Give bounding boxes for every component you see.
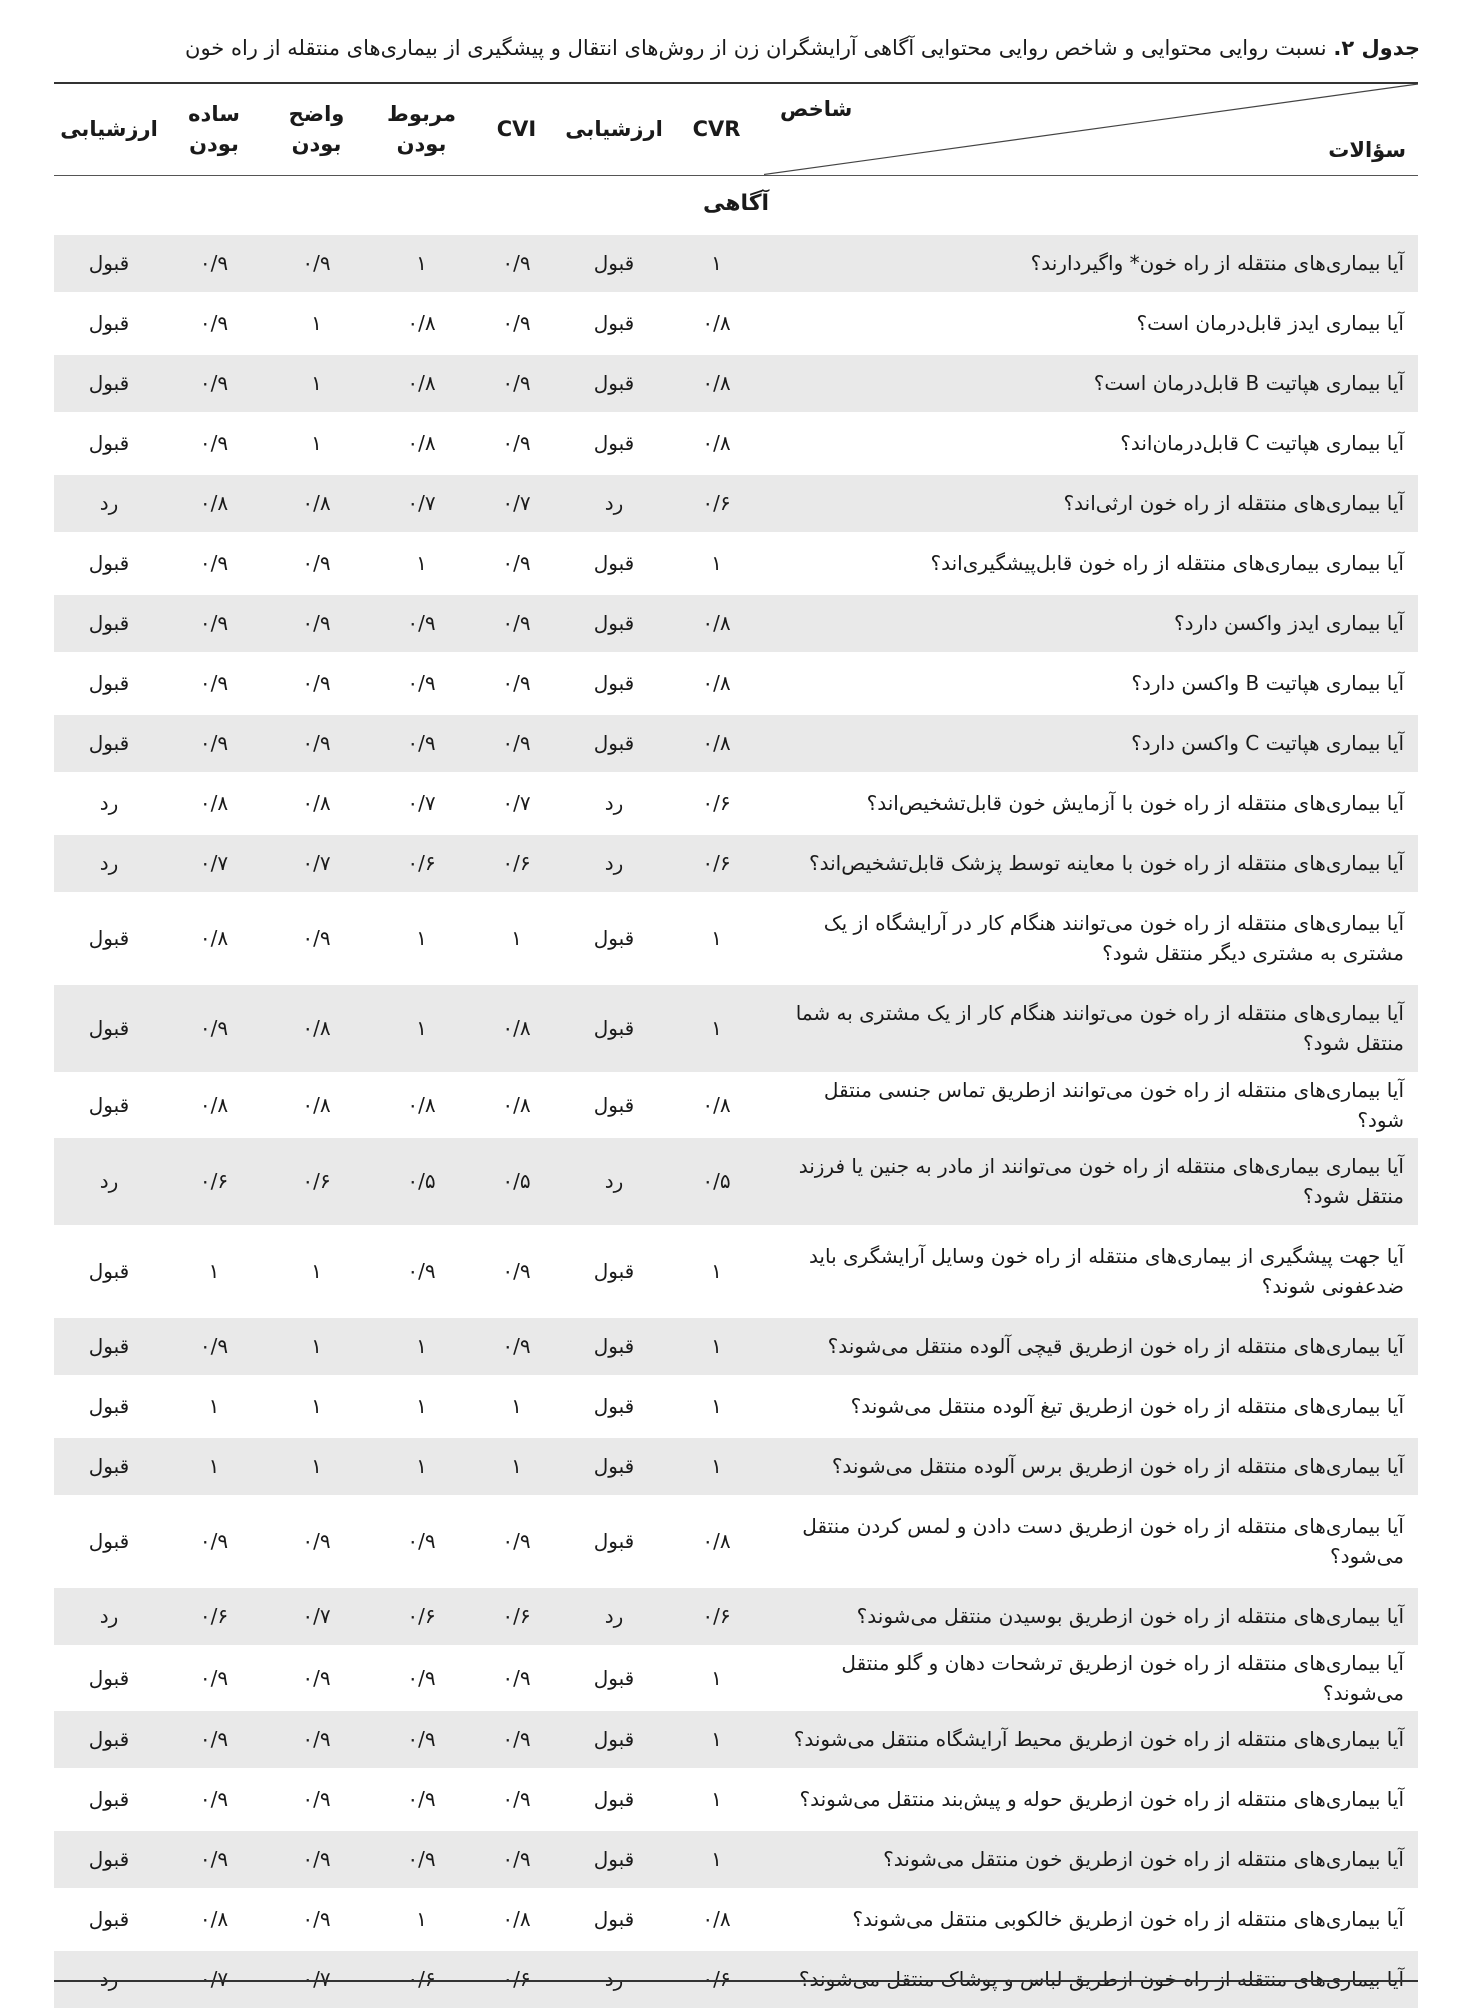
cell-question: آیا بیماری هپاتیت C قابل‌درمان‌اند؟ [764,413,1418,473]
section-title: آگاهی [54,175,1418,233]
cell-relevant: ۰/۷ [369,773,474,833]
cell-evaluation-1: قبول [559,1646,669,1709]
cell-relevant: ۰/۸ [369,1073,474,1136]
header-evaluation-1: ارزشیابی [559,83,669,175]
cell-simple: ۰/۹ [164,1316,264,1376]
table-row [54,293,1418,353]
cell-cvi: ۰/۷ [474,473,559,533]
header-row [54,83,1418,175]
cell-clear: ۰/۷ [264,833,369,893]
cell-cvi: ۰/۸ [474,1889,559,1949]
cell-relevant: ۰/۹ [369,1646,474,1709]
cell-evaluation-2: رد [54,1586,164,1646]
cell-clear: ۰/۹ [264,1769,369,1829]
cell-evaluation-2: قبول [54,1376,164,1436]
cell-evaluation-2: رد [54,833,164,893]
cell-question: آیا بیماری‌های منتقله از راه خون ازطریق خالکوبی منتقل می‌شوند؟ [764,1889,1418,1949]
table-body [54,175,1418,2009]
cell-question: آیا بیماری‌های منتقله از راه خون ازطریق محیط آرایشگاه منتقل می‌شوند؟ [764,1709,1418,1769]
cell-simple: ۰/۹ [164,1769,264,1829]
cell-cvr: ۱ [669,1769,764,1829]
cell-evaluation-2: رد [54,473,164,533]
cell-question: آیا بیماری‌های منتقله از راه خون ازطریق دست دادن و لمس کردن منتقل می‌شود؟ [764,1496,1418,1586]
cell-cvi: ۰/۸ [474,1073,559,1136]
cell-simple: ۱ [164,1376,264,1436]
cell-evaluation-1: رد [559,1949,669,2009]
cell-cvr: ۱ [669,1829,764,1889]
cell-relevant: ۰/۶ [369,1949,474,2009]
cell-cvr: ۰/۸ [669,713,764,773]
cell-evaluation-2: قبول [54,1316,164,1376]
cell-evaluation-1: رد [559,1586,669,1646]
cell-relevant: ۱ [369,1316,474,1376]
section-row [54,175,1418,233]
cell-question: آیا بیماری‌های منتقله از راه خون ازطریق بوسیدن منتقل می‌شوند؟ [764,1586,1418,1646]
cell-cvi: ۰/۹ [474,1316,559,1376]
cell-evaluation-2: قبول [54,1889,164,1949]
cell-evaluation-1: قبول [559,353,669,413]
cell-cvi: ۰/۹ [474,1226,559,1316]
table-bottom-rule [54,1980,1418,1982]
cell-simple: ۰/۶ [164,1586,264,1646]
cell-evaluation-1: قبول [559,1316,669,1376]
cell-evaluation-1: قبول [559,413,669,473]
cell-cvi: ۰/۹ [474,293,559,353]
diagonal-line [764,84,1418,175]
cell-evaluation-1: رد [559,833,669,893]
cell-simple: ۰/۹ [164,413,264,473]
table-row [54,1226,1418,1316]
cell-clear: ۰/۸ [264,1073,369,1136]
cell-cvi: ۱ [474,893,559,983]
cell-evaluation-1: قبول [559,1769,669,1829]
cell-clear: ۱ [264,1316,369,1376]
cell-question: آیا بیماری ایدز واکسن دارد؟ [764,593,1418,653]
cell-cvi: ۰/۹ [474,1709,559,1769]
cell-cvi: ۰/۹ [474,1829,559,1889]
cell-relevant: ۰/۸ [369,293,474,353]
cell-question: آیا بیماری بیماری‌های منتقله از راه خون می‌توانند از مادر به جنین یا فرزند منتقل شود؟ [764,1136,1418,1226]
cell-cvi: ۰/۵ [474,1136,559,1226]
cell-simple: ۰/۹ [164,1709,264,1769]
cell-evaluation-2: قبول [54,1496,164,1586]
cell-question: آیا بیماری‌های منتقله از راه خون ارثی‌اند؟ [764,473,1418,533]
cell-clear: ۱ [264,353,369,413]
cell-cvr: ۰/۶ [669,833,764,893]
table-row [54,233,1418,293]
table-container [54,82,1418,2011]
cell-question: آیا بیماری‌های منتقله از راه خون ازطریق حوله و پیش‌بند منتقل می‌شوند؟ [764,1769,1418,1829]
cell-evaluation-1: رد [559,1136,669,1226]
cell-clear: ۰/۸ [264,773,369,833]
cell-evaluation-1: قبول [559,983,669,1073]
cell-clear: ۱ [264,1376,369,1436]
cell-cvr: ۱ [669,233,764,293]
cell-question: آیا بیماری‌های منتقله از راه خون* واگیردارند؟ [764,233,1418,293]
table-row [54,593,1418,653]
table-row [54,1709,1418,1769]
cell-cvr: ۱ [669,1316,764,1376]
cell-cvi: ۰/۹ [474,593,559,653]
cell-cvr: ۱ [669,1709,764,1769]
cell-evaluation-1: رد [559,773,669,833]
cell-evaluation-1: قبول [559,713,669,773]
cell-clear: ۰/۹ [264,893,369,983]
cell-clear: ۰/۹ [264,653,369,713]
cell-clear: ۰/۸ [264,983,369,1073]
cell-question: آیا بیماری‌های منتقله از راه خون می‌توانند هنگام کار در آرایشگاه از یک مشتری به مشتری دیگر منتقل شود؟ [764,893,1418,983]
cell-evaluation-1: قبول [559,233,669,293]
cell-relevant: ۰/۸ [369,413,474,473]
cell-simple: ۰/۸ [164,773,264,833]
cell-evaluation-2: رد [54,1136,164,1226]
cell-clear: ۰/۹ [264,533,369,593]
cell-relevant: ۱ [369,1436,474,1496]
cell-evaluation-2: قبول [54,293,164,353]
cell-cvi: ۱ [474,1376,559,1436]
cell-cvr: ۰/۸ [669,653,764,713]
cell-cvr: ۰/۶ [669,473,764,533]
cell-simple: ۰/۹ [164,653,264,713]
cell-relevant: ۰/۹ [369,1829,474,1889]
cell-cvr: ۰/۶ [669,1949,764,2009]
header-clear: واضح بودن [264,83,369,175]
cell-cvi: ۰/۹ [474,713,559,773]
cell-simple: ۰/۹ [164,593,264,653]
cell-evaluation-2: قبول [54,713,164,773]
cell-cvr: ۱ [669,893,764,983]
table-row [54,353,1418,413]
cell-question: آیا بیماری ایدز قابل‌درمان است؟ [764,293,1418,353]
table-caption [54,30,1420,66]
cell-relevant: ۱ [369,1889,474,1949]
cell-evaluation-2: قبول [54,1646,164,1709]
cell-cvi: ۱ [474,1436,559,1496]
cell-simple: ۰/۹ [164,233,264,293]
cell-evaluation-2: قبول [54,1709,164,1769]
table-row [54,1949,1418,2009]
cell-simple: ۰/۶ [164,1136,264,1226]
cell-cvi: ۰/۹ [474,533,559,593]
cell-question: آیا بیماری بیماری‌های منتقله از راه خون قابل‌پیشگیری‌اند؟ [764,533,1418,593]
cell-clear: ۰/۹ [264,593,369,653]
cell-relevant: ۰/۶ [369,833,474,893]
cell-evaluation-1: رد [559,473,669,533]
caption-text: نسبت روایی محتوایی و شاخص روایی محتوایی آگاهی آرایشگران زن از روش‌های انتقال و پیشگیری از بیماری‌های منتقله از راه خون [185,36,1327,60]
cell-evaluation-2: قبول [54,653,164,713]
cell-question: آیا بیماری‌های منتقله از راه خون ازطریق خون منتقل می‌شوند؟ [764,1829,1418,1889]
cell-evaluation-1: قبول [559,893,669,983]
cell-cvr: ۰/۸ [669,293,764,353]
cell-evaluation-2: قبول [54,1829,164,1889]
cell-question: آیا بیماری هپاتیت B قابل‌درمان است؟ [764,353,1418,413]
cell-evaluation-1: قبول [559,1073,669,1136]
cell-simple: ۰/۹ [164,1496,264,1586]
cell-simple: ۰/۹ [164,293,264,353]
header-cvr: CVR [669,83,764,175]
cell-cvi: ۰/۶ [474,833,559,893]
cell-evaluation-1: قبول [559,653,669,713]
cell-relevant: ۰/۹ [369,713,474,773]
cell-simple: ۰/۹ [164,353,264,413]
table-row [54,1496,1418,1586]
table-row [54,893,1418,983]
table-row [54,1436,1418,1496]
header-cvi: CVI [474,83,559,175]
cell-cvi: ۰/۹ [474,413,559,473]
cell-cvr: ۱ [669,1226,764,1316]
cell-evaluation-2: قبول [54,413,164,473]
cell-simple: ۰/۷ [164,1949,264,2009]
cell-evaluation-1: قبول [559,293,669,353]
table-row [54,473,1418,533]
table-row [54,413,1418,473]
header-evaluation-2: ارزشیابی [54,83,164,175]
cell-cvi: ۰/۹ [474,1646,559,1709]
table-row [54,983,1418,1073]
cell-evaluation-1: قبول [559,1889,669,1949]
cell-evaluation-2: قبول [54,353,164,413]
cell-clear: ۱ [264,293,369,353]
cell-cvr: ۱ [669,533,764,593]
table-row [54,1136,1418,1226]
table-row [54,833,1418,893]
cell-clear: ۱ [264,1226,369,1316]
header-diagonal-cell [764,83,1418,175]
cell-clear: ۰/۷ [264,1949,369,2009]
cell-cvr: ۰/۵ [669,1136,764,1226]
cell-cvr: ۰/۸ [669,413,764,473]
cell-simple: ۰/۹ [164,1646,264,1709]
cell-cvi: ۰/۹ [474,653,559,713]
cell-relevant: ۰/۹ [369,1769,474,1829]
cell-cvr: ۱ [669,1436,764,1496]
cell-relevant: ۰/۹ [369,593,474,653]
cell-relevant: ۰/۹ [369,1226,474,1316]
table-row [54,1586,1418,1646]
cell-clear: ۱ [264,1436,369,1496]
table-row [54,1889,1418,1949]
cell-simple: ۱ [164,1226,264,1316]
cell-cvi: ۰/۸ [474,983,559,1073]
cell-question: آیا بیماری‌های منتقله از راه خون با معاینه توسط پزشک قابل‌تشخیص‌اند؟ [764,833,1418,893]
cell-question: آیا بیماری‌های منتقله از راه خون با آزمایش خون قابل‌تشخیص‌اند؟ [764,773,1418,833]
cell-question: آیا بیماری‌های منتقله از راه خون ازطریق برس آلوده منتقل می‌شوند؟ [764,1436,1418,1496]
cell-cvr: ۱ [669,1646,764,1709]
cell-evaluation-2: قبول [54,233,164,293]
table-row [54,653,1418,713]
cell-cvi: ۰/۹ [474,1496,559,1586]
cell-evaluation-2: رد [54,1949,164,2009]
cell-relevant: ۰/۸ [369,353,474,413]
table-row [54,1829,1418,1889]
table-row [54,1769,1418,1829]
cell-relevant: ۰/۹ [369,1496,474,1586]
cell-question: آیا بیماری‌های منتقله از راه خون ازطریق لباس و پوشاک منتقل می‌شوند؟ [764,1949,1418,2009]
cell-clear: ۰/۶ [264,1136,369,1226]
cell-clear: ۰/۹ [264,1496,369,1586]
cell-evaluation-1: قبول [559,593,669,653]
cell-evaluation-2: قبول [54,533,164,593]
cell-evaluation-2: رد [54,773,164,833]
table-row [54,1073,1418,1136]
cvr-cvi-table [54,82,1418,2011]
cell-cvr: ۰/۸ [669,1889,764,1949]
cell-evaluation-2: قبول [54,983,164,1073]
cell-evaluation-2: قبول [54,1226,164,1316]
cell-question: آیا بیماری‌های منتقله از راه خون ازطریق قیچی آلوده منتقل می‌شوند؟ [764,1316,1418,1376]
cell-evaluation-2: قبول [54,893,164,983]
cell-relevant: ۰/۷ [369,473,474,533]
cell-clear: ۰/۹ [264,1709,369,1769]
cell-evaluation-2: قبول [54,1073,164,1136]
cell-clear: ۰/۹ [264,1646,369,1709]
cell-clear: ۰/۹ [264,1889,369,1949]
cell-evaluation-1: قبول [559,1376,669,1436]
cell-cvr: ۱ [669,1376,764,1436]
cell-cvi: ۰/۷ [474,773,559,833]
cell-cvi: ۰/۶ [474,1586,559,1646]
table-row [54,1646,1418,1709]
cell-cvr: ۰/۸ [669,353,764,413]
table-row [54,1376,1418,1436]
cell-evaluation-1: قبول [559,1496,669,1586]
header-index: شاخص [780,97,853,121]
cell-relevant: ۱ [369,1376,474,1436]
header-relevant: مربوط بودن [369,83,474,175]
cell-relevant: ۰/۹ [369,1709,474,1769]
cell-simple: ۰/۸ [164,893,264,983]
cell-simple: ۰/۹ [164,983,264,1073]
cell-simple: ۰/۸ [164,473,264,533]
cell-evaluation-2: قبول [54,1436,164,1496]
cell-clear: ۰/۹ [264,713,369,773]
cell-evaluation-1: قبول [559,1709,669,1769]
cell-relevant: ۱ [369,533,474,593]
cell-cvr: ۰/۸ [669,1496,764,1586]
cell-relevant: ۱ [369,233,474,293]
cell-clear: ۱ [264,413,369,473]
cell-cvi: ۰/۹ [474,1769,559,1829]
cell-cvi: ۰/۹ [474,233,559,293]
cell-clear: ۰/۸ [264,473,369,533]
cell-simple: ۰/۸ [164,1073,264,1136]
cell-question: آیا بیماری‌های منتقله از راه خون ازطریق ترشحات دهان و گلو منتقل می‌شوند؟ [764,1646,1418,1709]
cell-question: آیا بیماری‌های منتقله از راه خون ازطریق تیغ آلوده منتقل می‌شوند؟ [764,1376,1418,1436]
cell-cvr: ۱ [669,983,764,1073]
cell-evaluation-2: قبول [54,593,164,653]
cell-cvr: ۰/۶ [669,773,764,833]
cell-simple: ۰/۹ [164,533,264,593]
cell-clear: ۰/۹ [264,233,369,293]
cell-clear: ۰/۹ [264,1829,369,1889]
cell-cvr: ۰/۸ [669,1073,764,1136]
cell-simple: ۰/۷ [164,833,264,893]
cell-evaluation-1: قبول [559,1829,669,1889]
table-row [54,1316,1418,1376]
cell-question: آیا بیماری هپاتیت B واکسن دارد؟ [764,653,1418,713]
cell-question: آیا جهت پیشگیری از بیماری‌های منتقله از راه خون وسایل آرایشگری باید ضدعفونی شوند؟ [764,1226,1418,1316]
cell-relevant: ۰/۵ [369,1136,474,1226]
cell-cvi: ۰/۶ [474,1949,559,2009]
cell-clear: ۰/۷ [264,1586,369,1646]
table-row [54,533,1418,593]
cell-relevant: ۱ [369,893,474,983]
cell-evaluation-1: قبول [559,1226,669,1316]
cell-cvr: ۰/۶ [669,1586,764,1646]
cell-simple: ۱ [164,1436,264,1496]
cell-evaluation-2: قبول [54,1769,164,1829]
header-questions: سؤالات [1328,137,1406,162]
caption-label: جدول ۲. [1333,36,1420,60]
table-row [54,713,1418,773]
cell-evaluation-1: قبول [559,533,669,593]
cell-cvi: ۰/۹ [474,353,559,413]
header-simple: ساده بودن [164,83,264,175]
cell-simple: ۰/۹ [164,1829,264,1889]
cell-relevant: ۱ [369,983,474,1073]
cell-question: آیا بیماری‌های منتقله از راه خون می‌توانند ازطریق تماس جنسی منتقل شود؟ [764,1073,1418,1136]
cell-cvr: ۰/۸ [669,593,764,653]
cell-simple: ۰/۸ [164,1889,264,1949]
cell-evaluation-1: قبول [559,1436,669,1496]
cell-relevant: ۰/۶ [369,1586,474,1646]
table-row [54,773,1418,833]
cell-question: آیا بیماری هپاتیت C واکسن دارد؟ [764,713,1418,773]
cell-simple: ۰/۹ [164,713,264,773]
cell-relevant: ۰/۹ [369,653,474,713]
cell-question: آیا بیماری‌های منتقله از راه خون می‌توانند هنگام کار از یک مشتری به شما منتقل شود؟ [764,983,1418,1073]
